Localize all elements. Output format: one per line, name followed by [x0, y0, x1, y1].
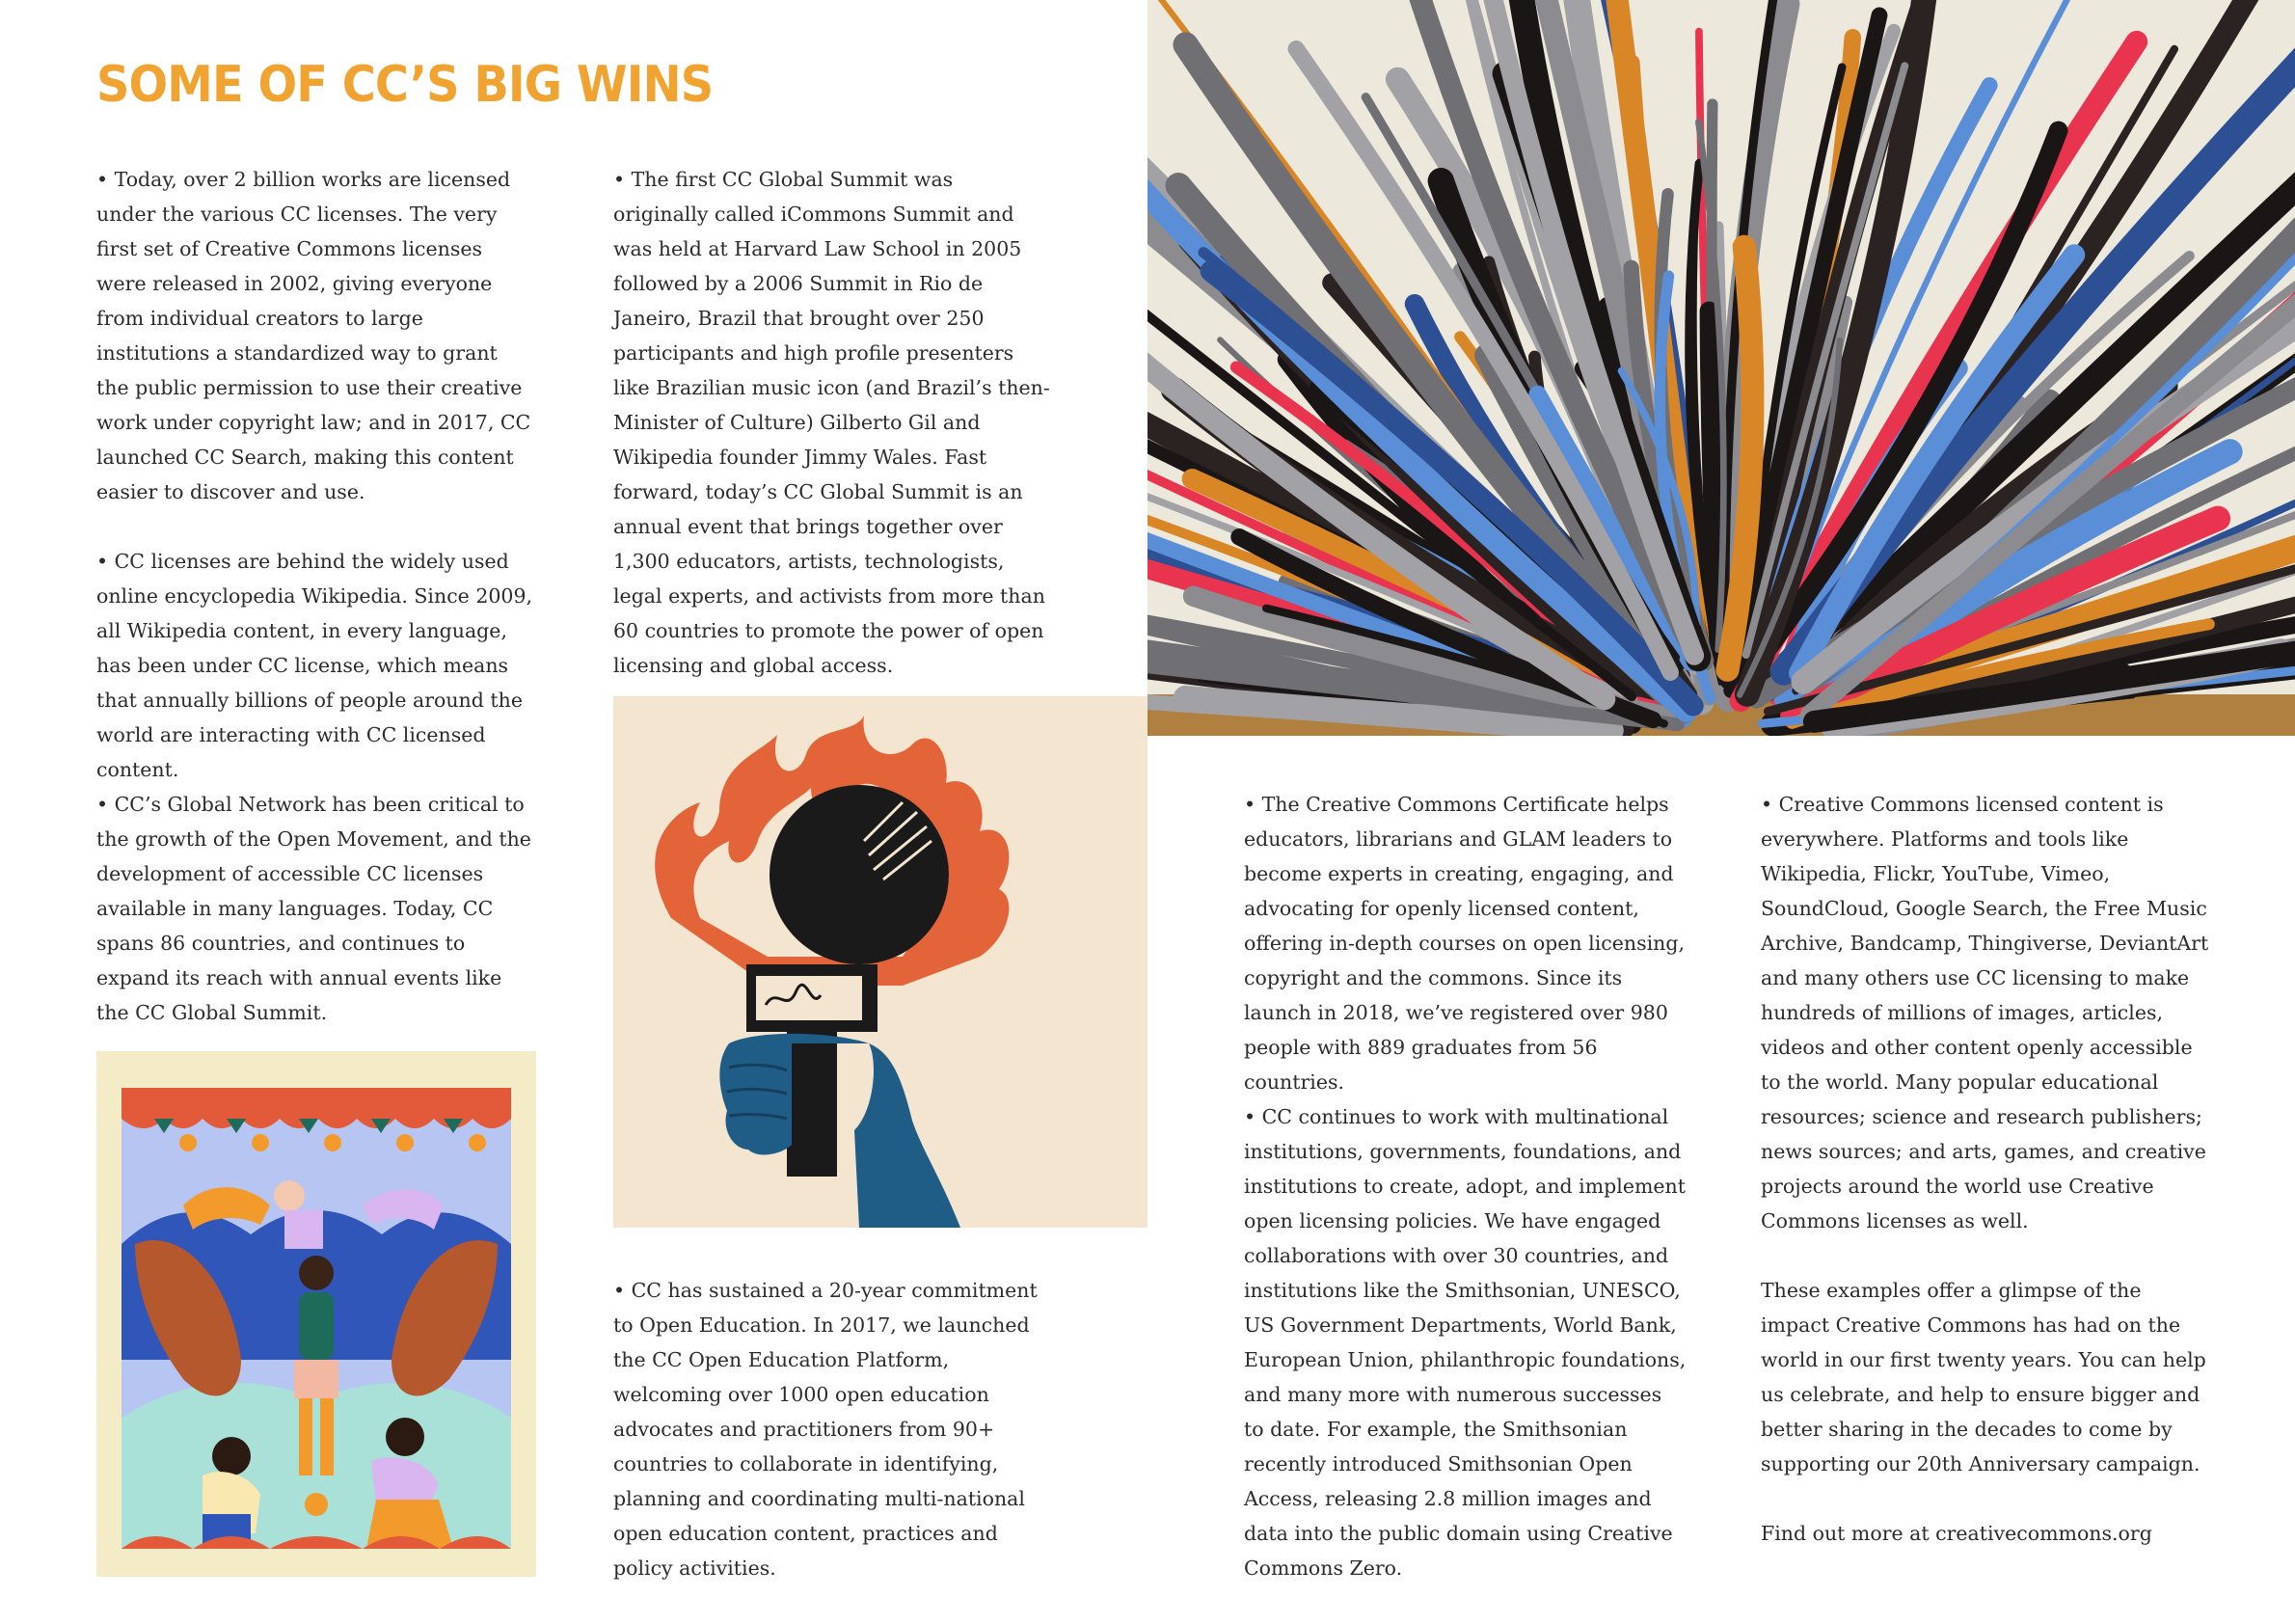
- link-creativecommons[interactable]: Find out more at creativecommons.org: [1761, 1522, 2152, 1545]
- paragraph-wikipedia: • CC licenses are behind the widely used online encyclopedia Wikipedia. Since 2009, all Wikipedia content, in every language, has been under CC license, which means that annually billions of people around the world are interacting with CC licensed content.: [96, 550, 533, 781]
- paragraph-conclusion: These examples offer a glimpse of the impact Creative Commons has had on the world in our first twenty years. You can help us celebrate, and help to ensure bigger and better sharing in the decades to come by supporting our 20th Anniversary campaign.: [1761, 1279, 2206, 1475]
- paragraph-platforms: • Creative Commons licensed content is everywhere. Platforms and tools like Wikipedia, Flickr, YouTube, Vimeo, SoundCloud, Google Search, the Free Music Archive, Bandcamp, Thingiverse, DeviantArt and many others use CC licensing to make hundreds of millions of images, articles, videos and other content openly accessible to the world. Many popular educational resources; science and research publishers; news sources; and arts, games, and creative projects around the world use Creative Commons licenses as well.: [1761, 793, 2209, 1232]
- paragraph-global-summit: • The first CC Global Summit was originally called iCommons Summit and was held at Harvard Law School in 2005 followed by a 2006 Summit in Rio de Janeiro, Brazil that brought over 250 participants and high profile presenters like Brazilian music icon (and Brazil’s then-Minister of Culture) Gilberto Gil and Wikipedia founder Jimmy Wales. Fast forward, today’s CC Global Summit is an annual event that brings together over 1,300 educators, artists, technologists, legal experts, and activists from more than 60 countries to promote the power of open licensing and global access.: [613, 168, 1050, 677]
- microphone-fist-illustration: [613, 696, 1148, 1228]
- people-lifting-illustration: [96, 1051, 536, 1577]
- page-title: SOME OF CC’S BIG WINS: [96, 56, 714, 114]
- paragraph-policy: • CC continues to work with multinational institutions, governments, foundations, and institutions to create, adopt, and implement open licensing policies. We have engaged collaborations with over 30 countries, and institutions like the Smithsonian, UNESCO, US Government Departments, World Bank, European Union, philanthropic foundations, and many more with numerous successes to date. For example, the Smithsonian recently introduced Smithsonian Open Access, releasing 2.8 million images and data into the public domain using Creative Commons Zero.: [1244, 1105, 1687, 1580]
- paragraph-global-network: • CC’s Global Network has been critical to the growth of the Open Movement, and the development of accessible CC licenses available in many languages. Today, CC spans 86 countries, and continues to expand its reach with annual events like the CC Global Summit.: [96, 793, 531, 1024]
- abstract-brushstroke-artwork: [1148, 0, 2295, 736]
- paragraph-licenses: • Today, over 2 billion works are licensed under the various CC licenses. The very first set of Creative Commons licenses were released in 2002, giving everyone from individual creators to large institutions a standardized way to grant the public permission to use their creative work under copyright law; and in 2017, CC launched CC Search, making this content easier to discover and use.: [96, 168, 531, 503]
- paragraph-certificate: • The Creative Commons Certificate helps educators, librarians and GLAM leaders to become experts in creating, engaging, and advocating for openly licensed content, offering in-depth courses on open licensing, copyright and the commons. Since its launch in 2018, we’ve registered over 980 people with 889 graduates from 56 countries.: [1244, 793, 1685, 1094]
- paragraph-open-education: • CC has sustained a 20-year commitment to Open Education. In 2017, we launched the CC Open Education Platform, welcoming over 1000 open education advocates and practitioners from 90+ countries to collaborate in identifying, planning and coordinating multi-national open education content, practices and policy activities.: [613, 1279, 1038, 1580]
